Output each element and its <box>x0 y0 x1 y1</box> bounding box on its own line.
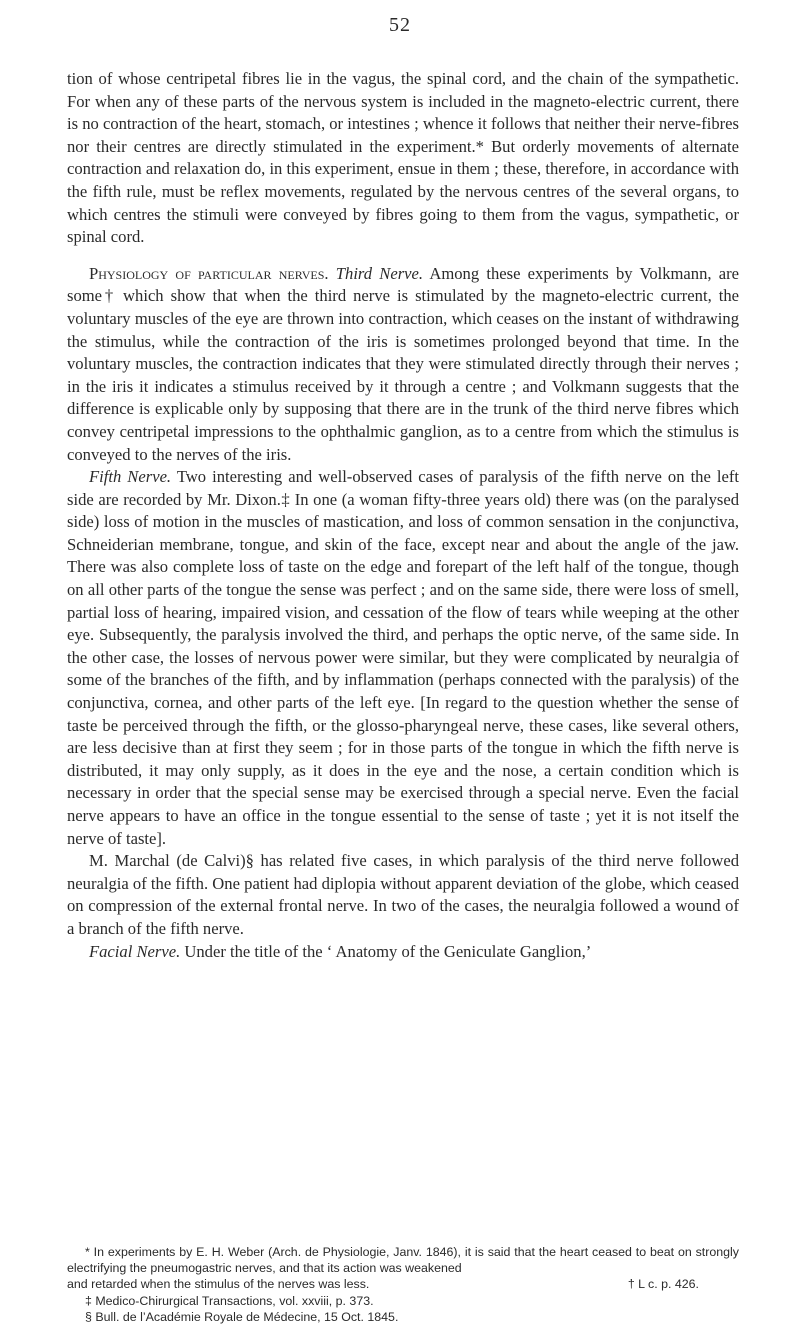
footnote-row <box>67 1276 739 1292</box>
page-number: 52 <box>389 14 411 36</box>
footnote-dagger: † L c. p. 426. <box>627 1277 699 1292</box>
paragraph-facial-nerve <box>67 941 739 964</box>
footnote-weber-cont: and retarded when the stimulus of the nerves was less. <box>67 1277 370 1292</box>
footnotes <box>67 1244 739 1325</box>
footnote-medico: ‡ Medico-Chirurgical Transactions, vol. xxviii, p. 373. <box>85 1293 374 1308</box>
third-nerve-text: Among these experiments by Volkmann, are some† which show that when the third nerve is stimulated by the magneto-electric current, the voluntary muscles of the eye are thrown into contraction, which ceases on the instant of withdrawing the stimulus, while the contraction of the iris is sometimes prolonged beyond that time. In the voluntary muscles, the contraction indicates that they were stimulated directly through their nerves ; in the iris it indicates a stimulus received by it through a centre ; and Volkmann suggests that the difference is explicable only by supposing that there are in the trunk of the third nerve fibres which convey centripetal impressions to the ophthalmic ganglion, as to a centre from which the stimulus is conveyed to the nerves of the iris. <box>67 263 739 464</box>
third-nerve-heading: Third Nerve. <box>335 263 424 283</box>
paragraph-marchal: M. Marchal (de Calvi)§ has related five cases, in which paralysis of the third nerve followed neuralgia of the fifth. One patient had diplopia without apparent deviation of the globe, which ceased on compression of the external frontal nerve. In two of the cases, the neuralgia followed a wound of a branch of the fifth nerve. <box>67 851 739 938</box>
fifth-nerve-text: Two interesting and well-observed cases of paralysis of the fifth nerve on the left side are recorded by Mr. Dixon.‡ In one (a woman fifty-three years old) there was (on the paralysed side) loss of motion in the muscles of mastication, and loss of common sensation in the conjunctiva, Schneiderian membrane, tongue, and skin of the face, except near and about the angle of the jaw. There was also complete loss of taste on the edge and forepart of the left half of the tongue, though on all other parts of the tongue the sense was perfect ; and on the same side, there were loss of smell, partial loss of hearing, impaired vision, and cessation of the flow of tears while weeping at the other eye. Subsequently, the paralysis involved the third, and perhaps the optic nerve, of the same side. In the other case, the losses of nervous power were similar, but they were complicated by neuralgia of some of the branches of the fifth, and by inflammation (perhaps connected with the paralysis) of the conjunctiva, cornea, and other parts of the left eye. [In regard to the question whether the sense of taste be perceived through the fifth, or the glosso-pharyngeal nerve, these cases, like several others, are less decisive than at first they seem ; for in those parts of the tongue in which the fifth nerve is distributed, it may only supply, as it does in the eye and the nose, a certain condition which is necessary in order that the special sense may be exercised through a special nerve. Even the facial nerve appears to have an office in the tongue essential to the sense of taste ; yet it is not itself the nerve of taste]. <box>67 467 740 848</box>
body-text <box>67 68 739 963</box>
fifth-nerve-heading: Fifth Nerve. <box>89 467 172 487</box>
facial-nerve-text: Under the title of the ‘ Anatomy of the Geniculate Ganglion,’ <box>184 941 592 961</box>
section-heading: Physiology of particular nerves. <box>89 263 329 283</box>
paragraph-fifth-nerve <box>67 466 739 850</box>
footnote-weber: * In experiments by E. H. Weber (Arch. de Physiologie, Janv. 1846), it is said that the heart ceased to beat on strongly electrifying the pneumogastric nerves, and that its action was weakened <box>67 1245 739 1276</box>
paragraph-third-nerve <box>67 263 739 466</box>
footnote-bull: § Bull. de l’Académie Royale de Médecine, 15 Oct. 1845. <box>85 1309 399 1324</box>
paragraph-continuation: tion of whose centripetal fibres lie in the vagus, the spinal cord, and the chain of the sympathetic. For when any of these parts of the nervous system is included in the magneto-electric current, there is no contraction of the heart, stomach, or intestines ; whence it follows that neither their nerve-fibres nor their centres are directly stimulated in the experiment.* But orderly movements of alternate contraction and relaxation do, in this experiment, ensue in them ; these, therefore, in accordance with the fifth rule, must be reflex movements, regulated by the nervous centres of the several organs, to which centres the stimuli were conveyed by fibres going to them from the vagus, sympathetic, or spinal cord. <box>67 69 739 247</box>
facial-nerve-heading: Facial Nerve. <box>89 941 181 961</box>
